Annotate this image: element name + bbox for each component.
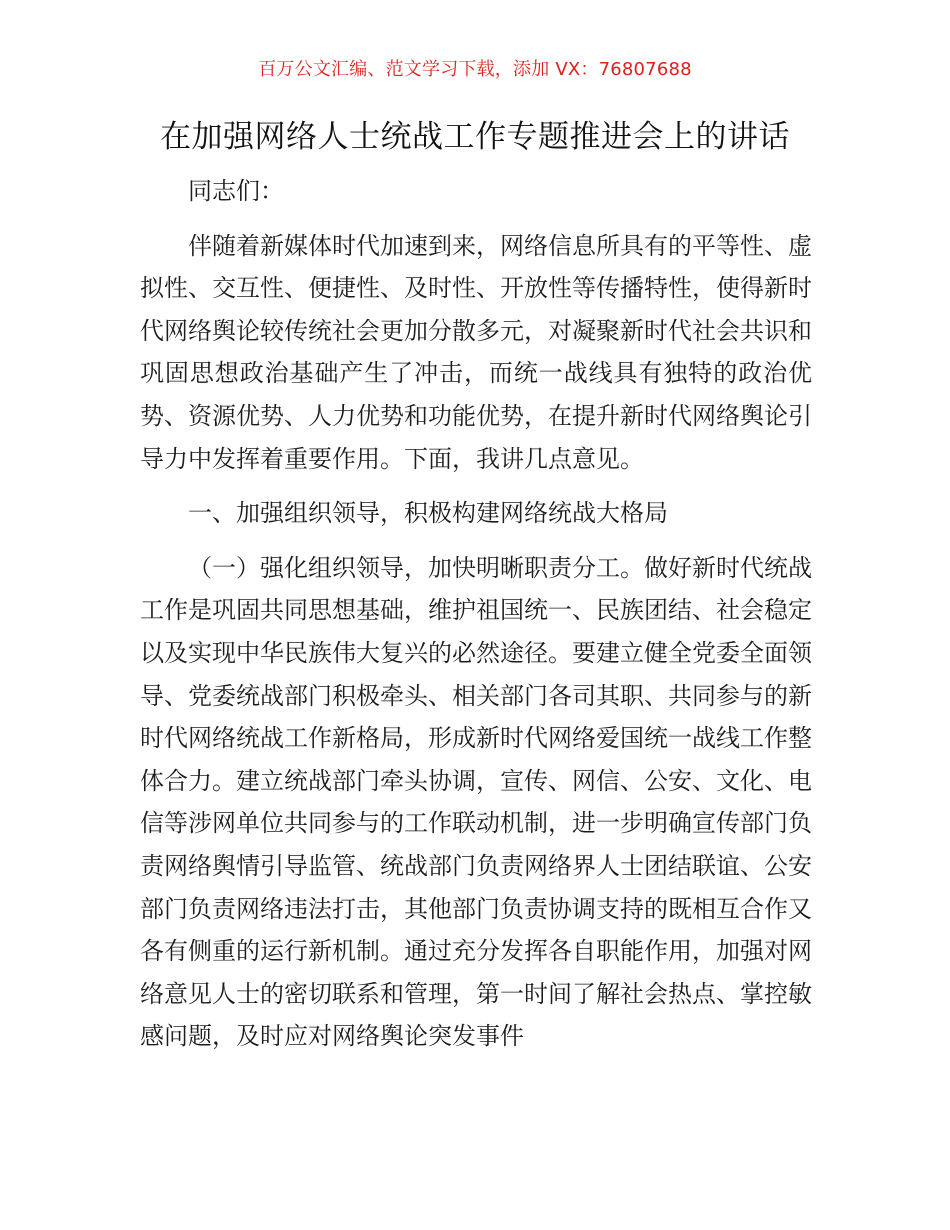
document-body (140, 170, 812, 1058)
header-watermark-note: 百万公文汇编、范文学习下载，添加 VX：76807688 (258, 59, 692, 80)
section-one-heading: 一、加强组织领导，积极构建网络统战大格局 (188, 499, 668, 528)
salutation: 同志们： (188, 177, 284, 205)
intro-paragraph: 伴随着新媒体时代加速到来，网络信息所具有的平等性、虚拟性、交互性、便捷性、及时性、开放性等传播特性，使得新时代网络舆论较传统社会更加分散多元，对凝聚新时代社会共识和巩固思想政治基础产生了冲击，而统一战线具有独特的政治优势、资源优势、人力优势和功能优势，在提升新时代网络舆论引导力中发挥着重要作用。下面，我讲几点意见。 (140, 231, 812, 473)
document-title: 在加强网络人士统战工作专题推进会上的讲话 (160, 119, 790, 155)
section-one-paragraph: （一）强化组织领导，加快明晰职责分工。做好新时代统战工作是巩固共同思想基础，维护祖国统一、民族团结、社会稳定以及实现中华民族伟大复兴的必然途径。要建立健全党委全面领导、党委统战部门积极牵头、相关部门各司其职、共同参与的新时代网络统战工作新格局，形成新时代网络爱国统一战线工作整体合力。建立统战部门牵头协调，宣传、网信、公安、文化、电信等涉网单位共同参与的工作联动机制，进一步明确宣传部门负责网络舆情引导监管、统战部门负责网络界人士团结联谊、公安部门负责网络违法打击，其他部门负责协调支持的既相互合作又各有侧重的运行新机制。通过充分发挥各自职能作用，加强对网络意见人士的密切联系和管理，第一时间了解社会热点、掌控敏感问题，及时应对网络舆论突发事件 (140, 553, 812, 1051)
